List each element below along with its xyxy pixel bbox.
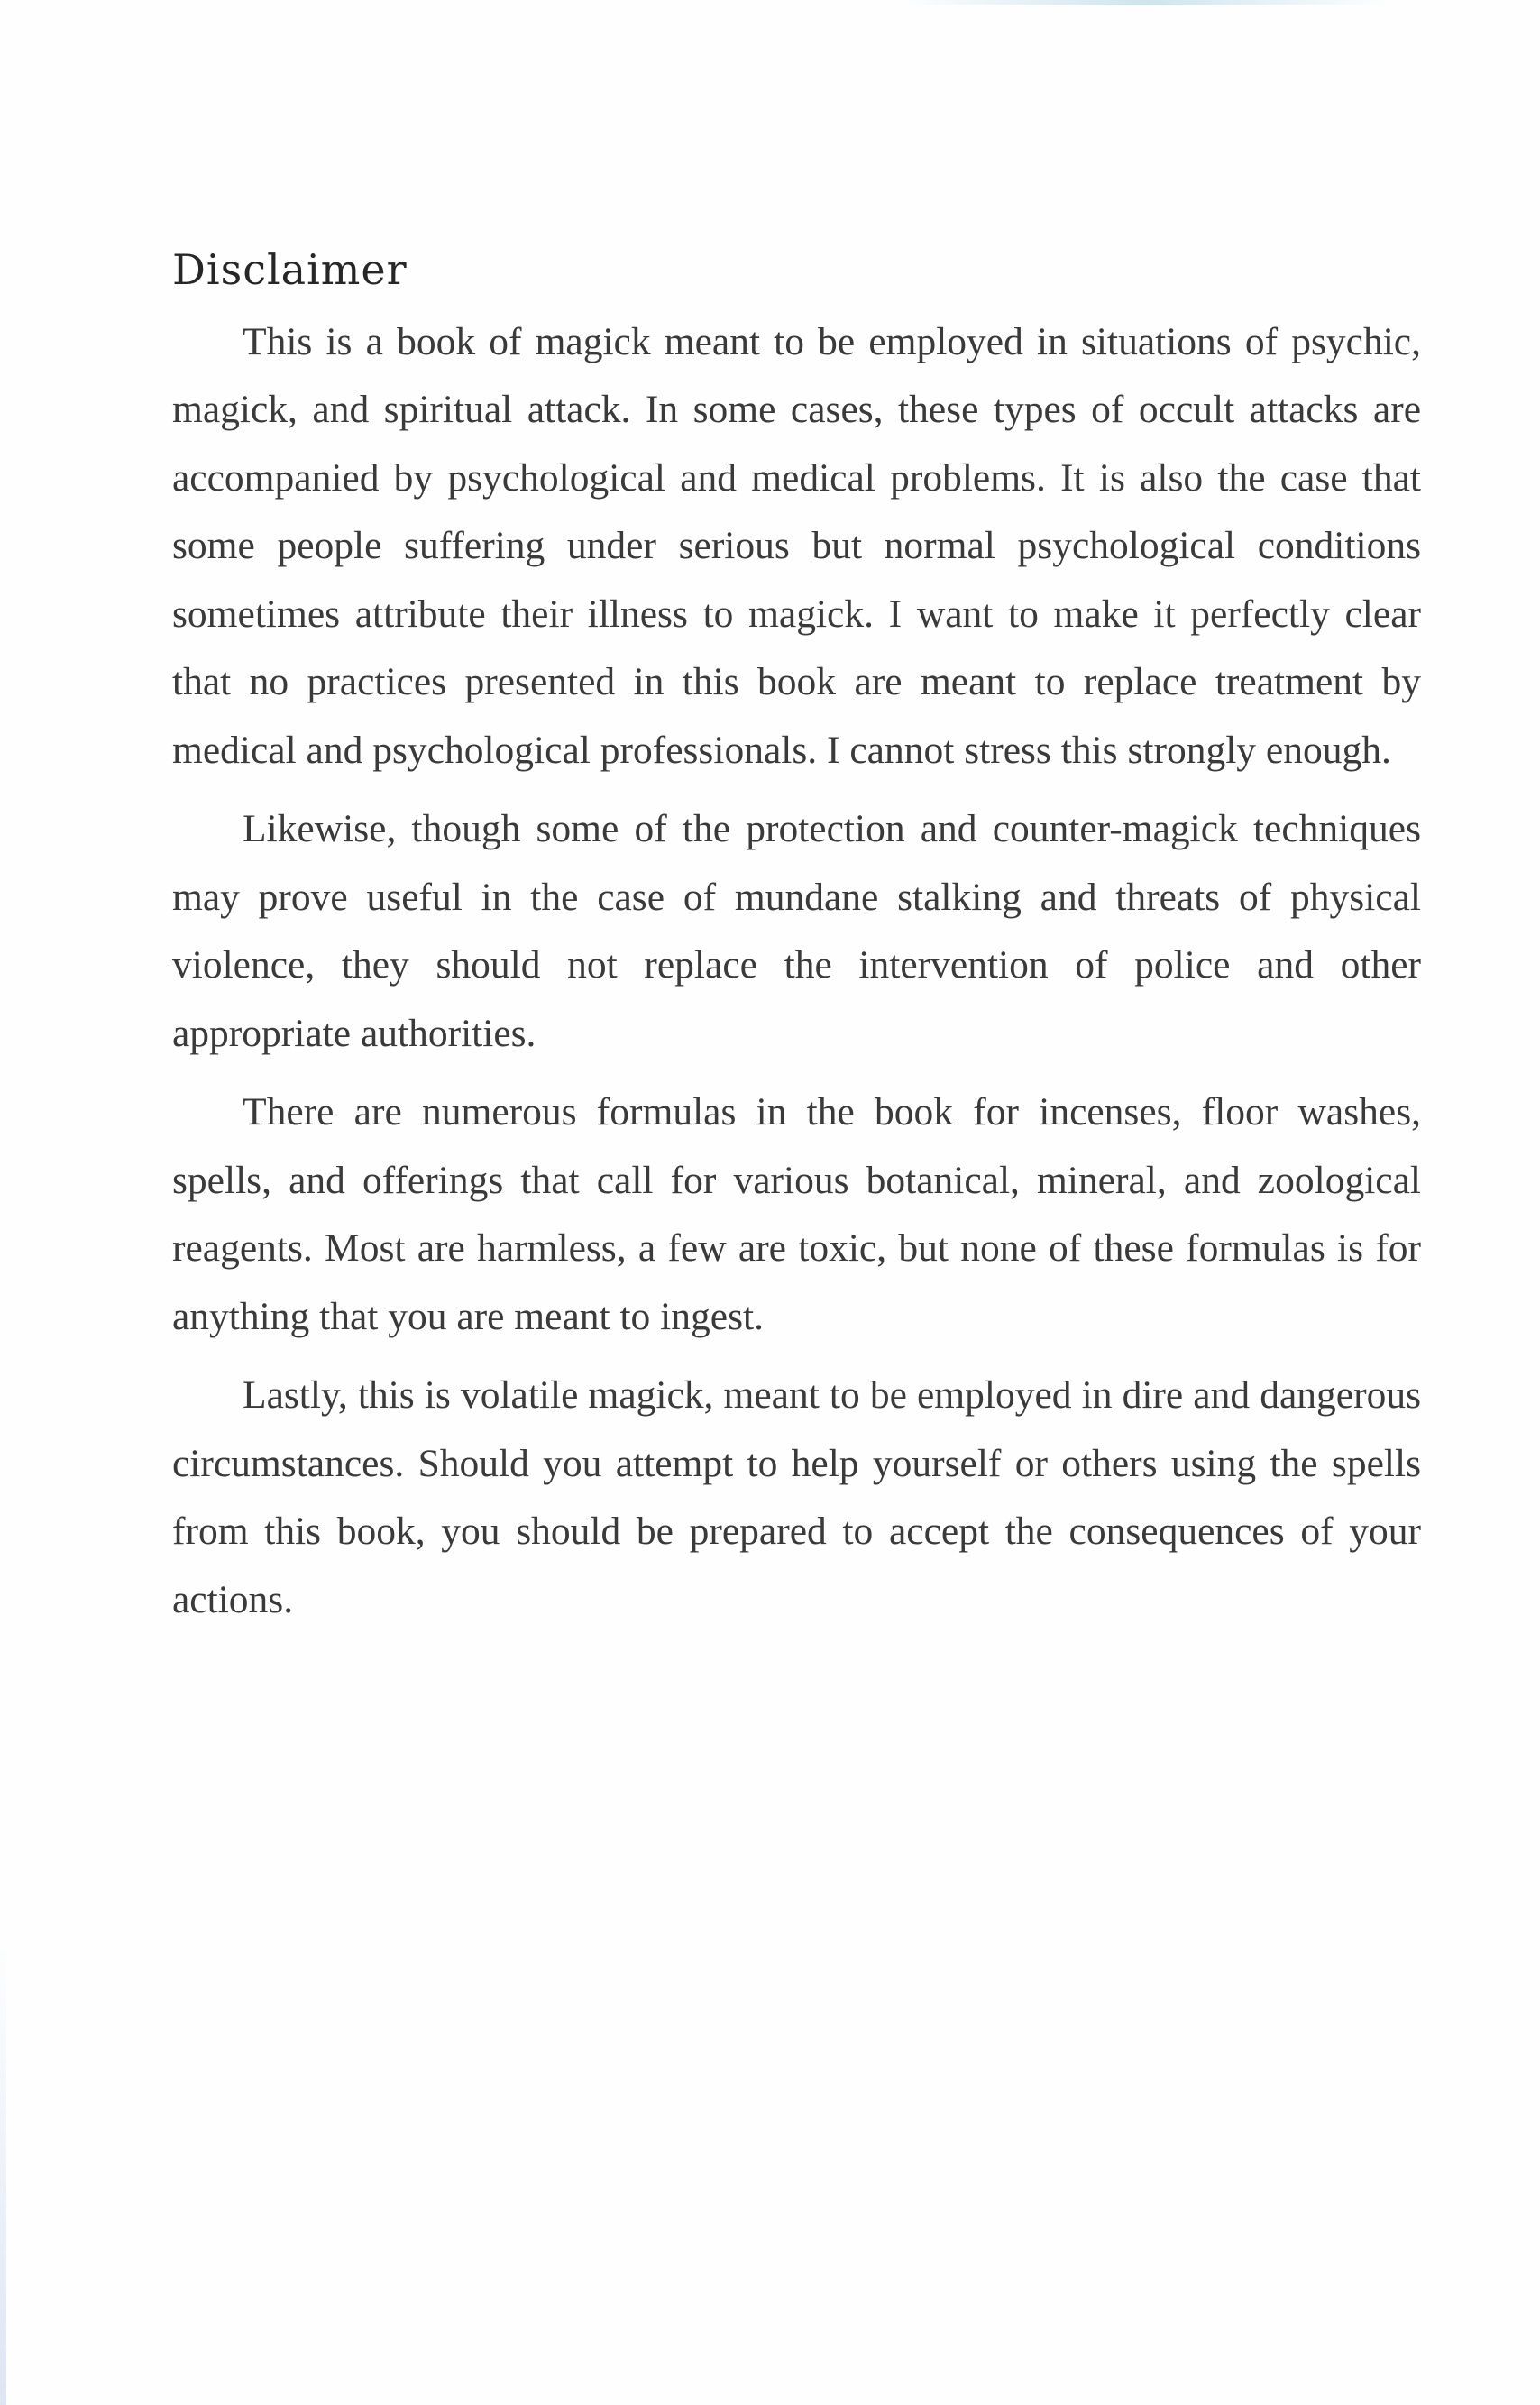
scan-edge-artifact (0, 1939, 6, 2405)
paragraph-consequences: Lastly, this is volatile magick, meant to be employed in dire and dangerous circumstances. Should you attempt to help yourself or others using the spells from this book, you should be prepared to accept the consequences of your actions. (172, 1373, 1421, 1621)
scan-edge-artifact (902, 0, 1389, 5)
paragraph-medical: This is a book of magick meant to be employed in situations of psychic, magick, and spiritual attack. In some cases, these types of occult attacks are accompanied by psychological and medical problems. It is also the case that some people suffering under serious but normal psychological conditions sometimes attribute their illness to magick. I want to make it perfectly clear that no practices presented in this book are meant to replace treatment by medical and psychological professionals. I cannot stress this strongly enough. (172, 319, 1421, 772)
paragraph-formulas: There are numerous formulas in the book for incenses, floor washes, spells, and offerings that call for various botanical, mineral, and zoological reagents. Most are harmless, a few are toxic, but none of these formulas is for anything that you are meant to ingest. (172, 1090, 1421, 1338)
paragraph-police: Likewise, though some of the protection and counter-magick techniques may prove useful in the case of mundane stalking and threats of physical violence, they should not replace the intervention of police and other appropriate authorities. (172, 807, 1421, 1055)
section-heading: Disclaimer (172, 245, 408, 294)
disclaimer-section (172, 243, 1421, 1645)
